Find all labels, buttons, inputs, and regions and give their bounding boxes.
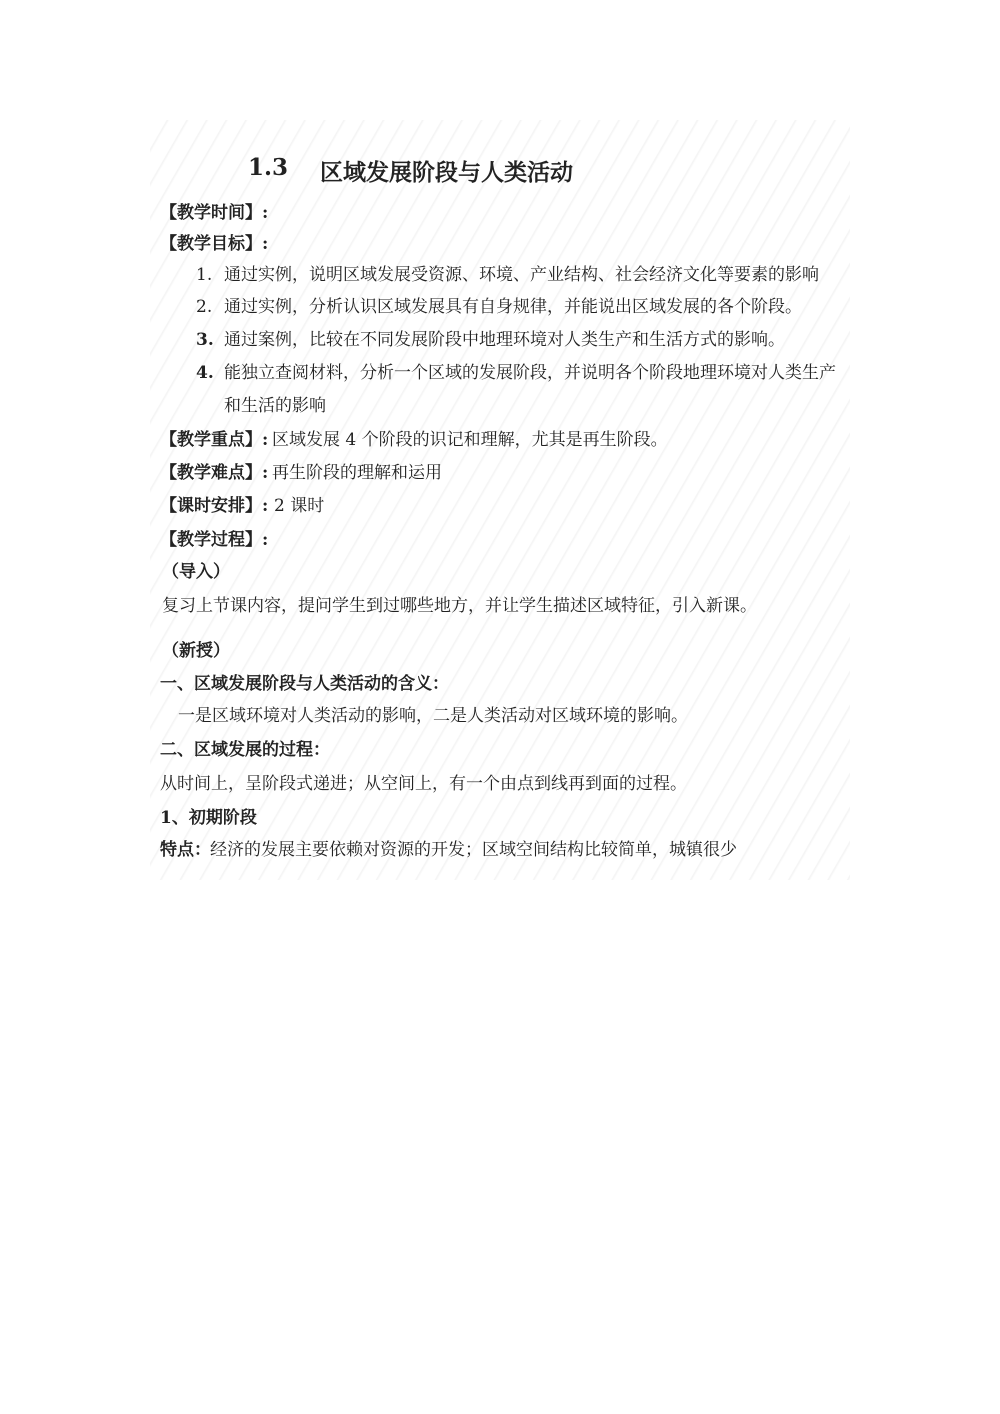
stage1-feature-label: 特点： bbox=[160, 840, 211, 860]
intro-text: 复习上节课内容，提问学生到过哪些地方，并让学生描述区域特征，引入新课。 bbox=[162, 596, 757, 616]
stage1-heading: 1、初期阶段 bbox=[160, 808, 257, 828]
stage1-feature-text: 经济的发展主要依赖对资源的开发；区域空间结构比较简单，城镇很少 bbox=[210, 840, 737, 860]
section-number: 1.3 bbox=[248, 154, 289, 181]
objective-number: 4. bbox=[196, 363, 214, 383]
schedule-label: 【课时安排】: bbox=[160, 496, 269, 516]
intro-label: （导入） bbox=[162, 562, 230, 582]
objective-number: 1. bbox=[196, 265, 213, 285]
new-lesson-label: （新授） bbox=[162, 641, 230, 661]
section1-text: 一是区域环境对人类活动的影响，二是人类活动对区域环境的影响。 bbox=[178, 706, 688, 726]
objectives-label: 【教学目标】: bbox=[160, 234, 269, 254]
section2-heading: 二、区域发展的过程： bbox=[160, 740, 330, 760]
objective-text: 通过实例，说明区域发展受资源、环境、产业结构、社会经济文化等要素的影响 bbox=[224, 265, 819, 285]
section2-text: 从时间上，呈阶段式递进；从空间上，有一个由点到线再到面的过程。 bbox=[160, 774, 687, 794]
key-points-text: 区域发展 4 个阶段的识记和理解，尤其是再生阶段。 bbox=[272, 430, 668, 450]
difficulties-text: 再生阶段的理解和运用 bbox=[272, 463, 442, 483]
objective-number: 3. bbox=[196, 330, 214, 350]
process-label: 【教学过程】: bbox=[160, 530, 269, 550]
objective-text: 能独立查阅材料，分析一个区域的发展阶段，并说明各个阶段地理环境对人类生产 bbox=[224, 363, 836, 383]
objective-number: 2. bbox=[196, 297, 213, 317]
objective-text: 通过案例，比较在不同发展阶段中地理环境对人类生产和生活方式的影响。 bbox=[224, 330, 785, 350]
objective-text-continued: 和生活的影响 bbox=[224, 396, 326, 416]
section1-heading: 一、区域发展阶段与人类活动的含义： bbox=[160, 674, 449, 694]
key-points-label: 【教学重点】: bbox=[160, 430, 269, 450]
objective-text: 通过实例，分析认识区域发展具有自身规律，并能说出区域发展的各个阶段。 bbox=[224, 297, 802, 317]
page-title: 区域发展阶段与人类活动 bbox=[320, 159, 573, 186]
schedule-text: 2 课时 bbox=[274, 496, 325, 516]
teaching-time-label: 【教学时间】: bbox=[160, 203, 269, 223]
difficulties-label: 【教学难点】: bbox=[160, 463, 269, 483]
